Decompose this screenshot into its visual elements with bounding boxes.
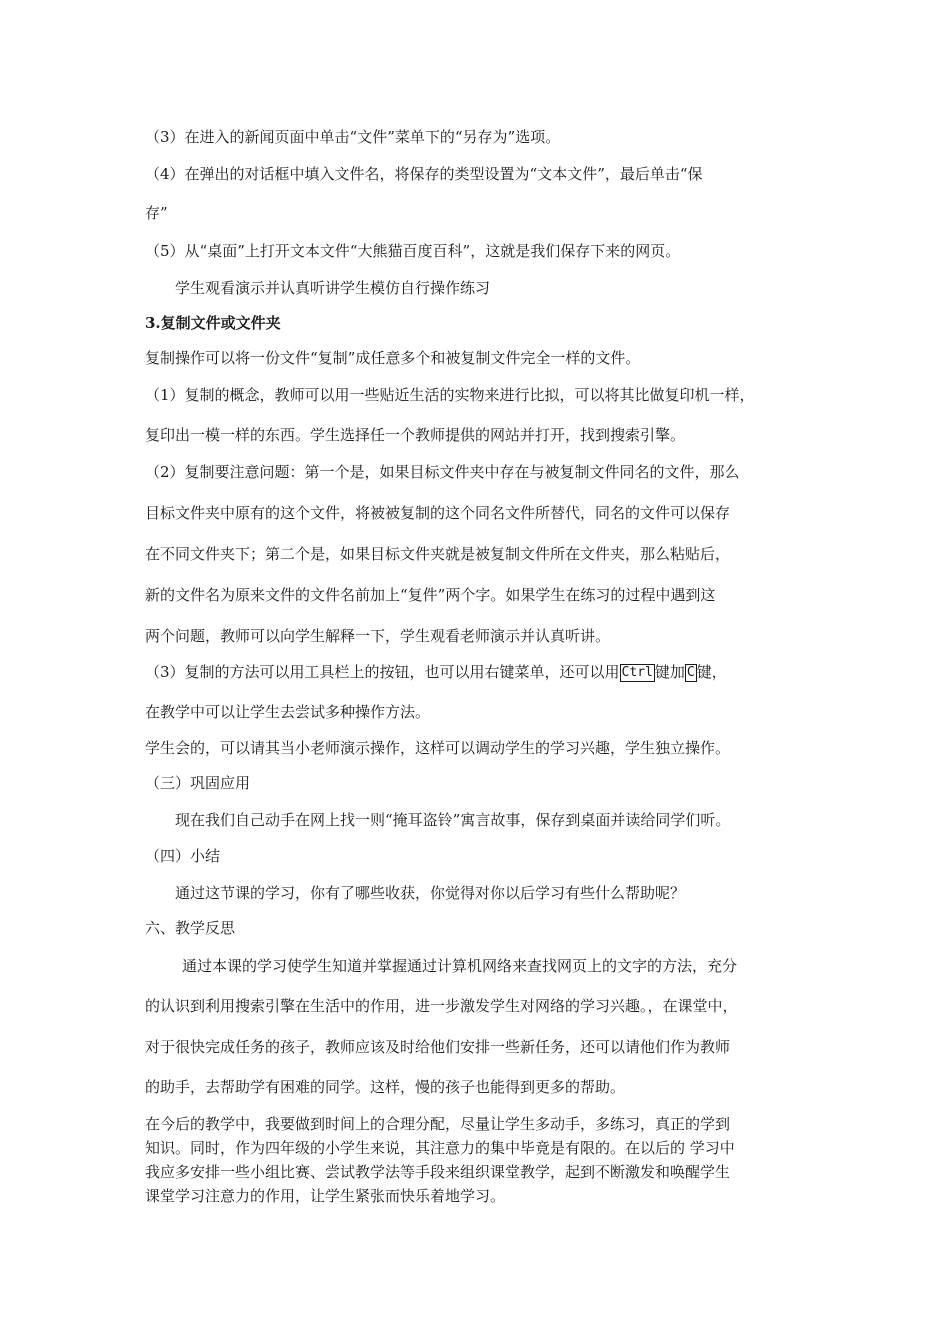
- paragraph-line: 学生观看演示并认真听讲学生模仿自行操作练习: [175, 279, 491, 297]
- paragraph-line: 目标文件夹中原有的这个文件，将被被复制的这个同名文件所替代，同名的文件可以保存: [145, 504, 731, 522]
- paragraph-line: [145, 662, 825, 682]
- paragraph-line: 我应多安排一些小组比赛、尝试教学法等手段来组织课堂教学，起到不断激发和唤醒学生: [145, 1163, 731, 1181]
- paragraph-line: 存”: [145, 204, 168, 222]
- paragraph-line: （1）复制的概念，教师可以用一些贴近生活的实物来进行比拟，可以将其比做复印机一样，: [145, 386, 755, 404]
- paragraph-line: 课堂学习注意力的作用，让学生紧张而快乐着地学习。: [145, 1187, 506, 1205]
- paragraph-line: 新的文件名为原来文件的文件名前加上“复件”两个字。如果学生在练习的过程中遇到这: [145, 586, 716, 604]
- paragraph-line: 复印出一模一样的东西。学生选择任一个教师提供的网站并打开，找到搜索引擎。: [145, 426, 686, 444]
- c-key-label: C: [686, 665, 695, 680]
- text-segment: （3）复制的方法可以用工具栏上的按钮，也可以用右键菜单，还可以用: [145, 663, 620, 681]
- paragraph-line: 在不同文件夹下；第二个是，如果目标文件夹就是被复制文件所在文件夹，那么粘贴后，: [145, 545, 731, 563]
- paragraph-line: 通过本课的学习使学生知道并掌握通过计算机网络来查找网页上的文字的方法，充分: [182, 957, 738, 975]
- paragraph-line: （5）从“桌面”上打开文本文件“大熊猫百度百科”，这就是我们保存下来的网页。: [145, 242, 681, 260]
- paragraph-line: 的认识到利用搜索引擎在生活中的作用，进一步激发学生对网络的学习兴趣。，在课堂中，: [145, 997, 738, 1015]
- paragraph-line: 学生会的，可以请其当小老师演示操作，这样可以调动学生的学习兴趣，学生独立操作。: [145, 739, 731, 757]
- paragraph-line: 的助手，去帮助学有困难的同学。这样，慢的孩子也能得到更多的帮助。: [145, 1078, 626, 1096]
- text-segment: 键加: [654, 663, 685, 681]
- paragraph-line: 对于很快完成任务的孩子，教师应该及时给他们安排一些新任务，还可以请他们作为教师: [145, 1038, 731, 1056]
- ctrl-key-label: Ctrl: [621, 665, 653, 680]
- paragraph-line: （2）复制要注意问题：第一个是，如果目标文件夹中存在与被复制文件同名的文件，那么: [145, 463, 740, 481]
- text-segment: 键，: [696, 663, 727, 681]
- subsection-heading: （四）小结: [145, 847, 221, 865]
- paragraph-line: 在教学中可以让学生去尝试多种操作方法。: [145, 703, 431, 721]
- paragraph-line: 通过这节课的学习，你有了哪些收获，你觉得对你以后学习有些什么帮助呢？: [175, 884, 686, 902]
- section-heading: 3.复制文件或文件夹: [145, 314, 281, 332]
- paragraph-line: 在今后的教学中，我要做到时间上的合理分配，尽量让学生多动手，多练习，真正的学到: [145, 1115, 731, 1133]
- paragraph-line: 两个问题，教师可以向学生解释一下，学生观看老师演示并认真听讲。: [145, 627, 611, 645]
- subsection-heading: （三）巩固应用: [145, 774, 251, 792]
- section-heading: 六、教学反思: [145, 919, 236, 937]
- paragraph-line: 复制操作可以将一份文件“复制”成任意多个和被复制文件完全一样的文件。: [145, 349, 641, 367]
- paragraph-line: 知识。同时，作为四年级的小学生来说，其注意力的集中毕竟是有限的。在以后的 学习中: [145, 1139, 735, 1157]
- paragraph-line: （3）在进入的新闻页面中单击“文件”菜单下的“另存为”选项。: [145, 128, 561, 146]
- paragraph-line: （4）在弹出的对话框中填入文件名，将保存的类型设置为“文本文件”，最后单击“保: [145, 165, 703, 183]
- paragraph-line: 现在我们自己动手在网上找一则“掩耳盗铃”寓言故事，保存到桌面并读给同学们听。: [175, 811, 731, 829]
